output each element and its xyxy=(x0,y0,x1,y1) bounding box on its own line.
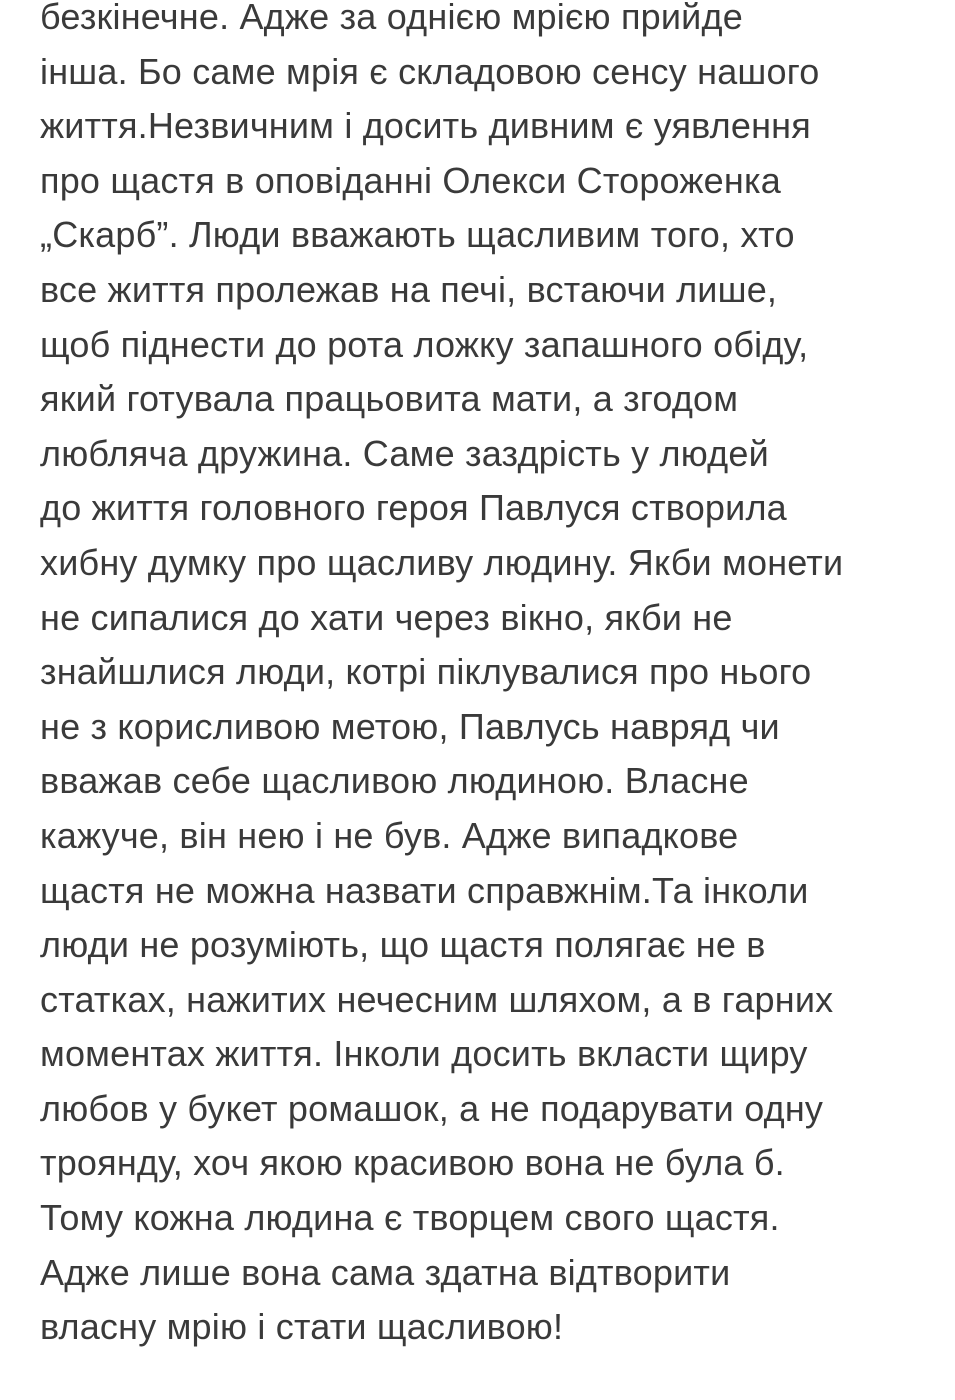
text-line: життя.Незвичним і досить дивним є уявлення xyxy=(40,105,811,147)
essay-text xyxy=(40,0,950,1355)
text-line: кажуче, він нею і не був. Адже випадкове xyxy=(40,814,739,856)
text-line: Тому кожна людина є творцем свого щастя. xyxy=(40,1197,780,1239)
text-line: власну мрію і стати щасливою! xyxy=(40,1306,564,1348)
text-line: моментах життя. Інколи досить вкласти щиру xyxy=(40,1033,808,1075)
text-line: любляча дружина. Саме заздрість у людей xyxy=(40,432,769,474)
text-line: Адже лише вона сама здатна відтворити xyxy=(40,1251,731,1293)
text-line: все життя пролежав на печі, встаючи лише, xyxy=(40,268,778,310)
text-line: до життя головного героя Павлуся створила xyxy=(40,487,787,529)
text-line: щоб піднести до рота ложку запашного обіду, xyxy=(40,323,809,365)
text-line: знайшлися люди, котрі піклувалися про нього xyxy=(40,651,812,693)
text-line: який готувала працьовита мати, а згодом xyxy=(40,378,739,420)
text-line: хибну думку про щасливу людину. Якби монети xyxy=(40,541,844,583)
text-line: вважав себе щасливою людиною. Власне xyxy=(40,760,749,802)
text-line: безкінечне. Адже за однією мрією прийде xyxy=(40,0,743,37)
text-line: не з корисливою метою, Павлусь навряд чи xyxy=(40,705,780,747)
text-line: „Скарб”. Люди вважають щасливим того, хто xyxy=(40,214,795,256)
text-line: любов у букет ромашок, а не подарувати одну xyxy=(40,1087,824,1129)
text-line: щастя не можна назвати справжнім.Та інколи xyxy=(40,869,809,911)
text-line: не сипалися до хати через вікно, якби не xyxy=(40,596,733,638)
text-line: троянду, хоч якою красивою вона не була б. xyxy=(40,1142,785,1184)
text-line: про щастя в оповіданні Олекси Стороженка xyxy=(40,159,781,201)
text-line: статках, нажитих нечесним шляхом, а в гарних xyxy=(40,978,834,1020)
text-line: люди не розуміють, що щастя полягає не в xyxy=(40,924,766,966)
text-line: інша. Бо саме мрія є складовою сенсу нашого xyxy=(40,50,820,92)
